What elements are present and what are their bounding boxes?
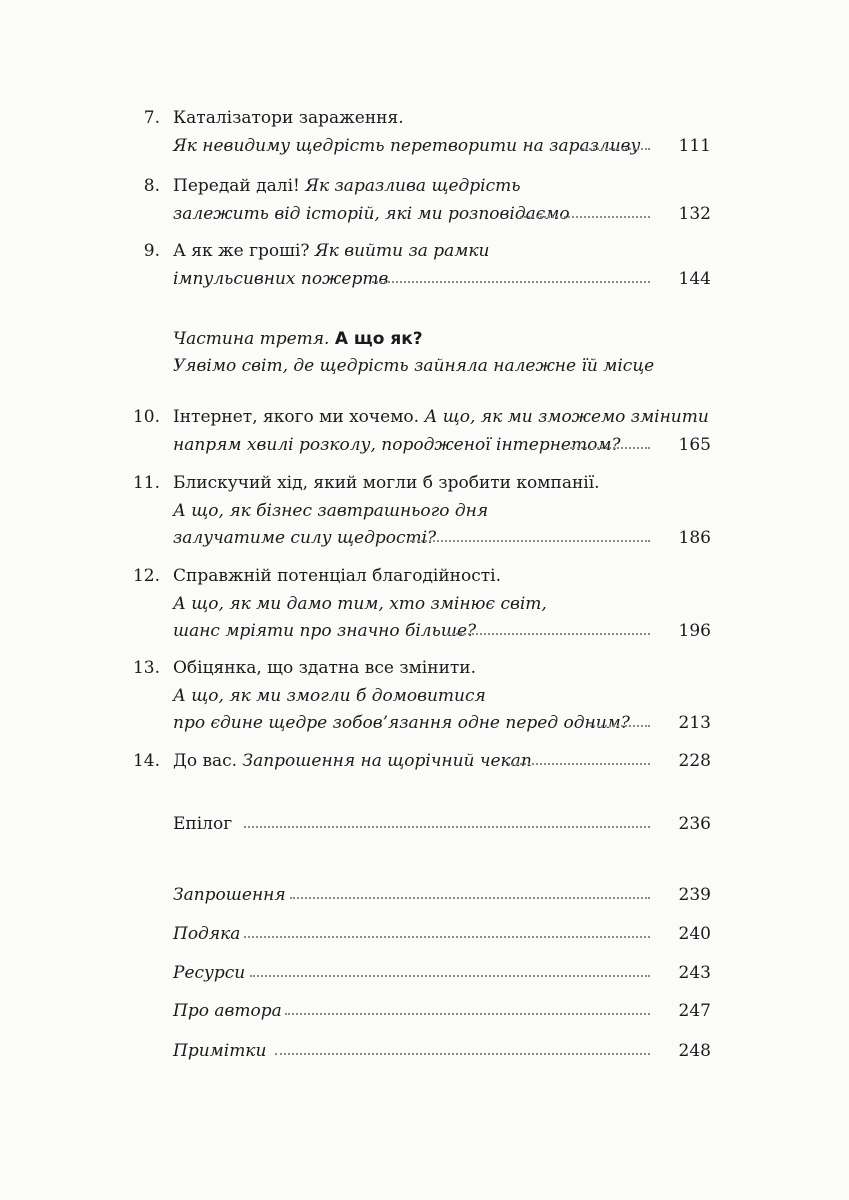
- page-number: 132: [678, 204, 711, 224]
- page-number: 213: [678, 713, 711, 733]
- page-number: 144: [678, 269, 711, 289]
- part-title: А що як?: [334, 329, 423, 349]
- part-heading: [0, 324, 849, 354]
- chapter-subtitle: напрям хвилі розколу, породженої інтернетом?: [173, 435, 621, 455]
- toc-entry-back-matter: [0, 996, 849, 1026]
- chapter-number: 8.: [143, 176, 160, 196]
- page-number: 111: [678, 136, 711, 156]
- leader-dots: [520, 216, 650, 218]
- chapter-number: 13.: [132, 658, 160, 678]
- back-matter-label: Запрошення: [173, 885, 286, 905]
- chapter-subtitle: імпульсивних пожертв: [173, 269, 389, 289]
- page-number: 236: [678, 814, 711, 834]
- toc-entry-8: [0, 171, 849, 201]
- epilogue-label: Епілог: [173, 814, 233, 834]
- toc-entry-epilogue: [0, 809, 849, 839]
- chapter-title: Справжній потенціал благодійності.: [173, 566, 502, 586]
- leader-dots: [275, 1053, 650, 1055]
- chapter-title: Передай далі!: [173, 176, 306, 196]
- part-label: Частина третя.: [173, 329, 330, 349]
- chapter-subtitle: Як заразлива щедрість: [305, 176, 521, 196]
- page-number: 240: [678, 924, 711, 944]
- chapter-subtitle: шанс мріяти про значно більше?: [173, 621, 477, 641]
- chapter-title: Інтернет, якого ми хочемо.: [173, 407, 425, 427]
- page-number: 239: [678, 885, 711, 905]
- back-matter-label: Примітки: [173, 1041, 267, 1061]
- leader-dots: [582, 148, 650, 150]
- leader-dots: [410, 540, 650, 542]
- leader-dots: [244, 936, 650, 938]
- leader-dots: [448, 633, 650, 635]
- chapter-title: Обіцянка, що здатна все змінити.: [173, 658, 477, 678]
- chapter-subtitle: Як невидиму щедрість перетворити на заразливу: [173, 136, 641, 156]
- part-subtitle: Уявімо світ, де щедрість зайняла належне їй місце: [173, 356, 655, 376]
- leader-dots: [244, 826, 650, 828]
- chapter-subtitle: Як вийти за рамки: [314, 241, 490, 261]
- toc-entry-back-matter: [0, 958, 849, 988]
- chapter-title: До вас.: [173, 751, 243, 771]
- chapter-title: Каталізатори зараження.: [173, 108, 404, 128]
- chapter-subtitle: залежить від історій, які ми розповідаємо: [173, 204, 570, 224]
- page-number: 228: [678, 751, 711, 771]
- toc-entry-14: [0, 746, 849, 776]
- toc-entry-back-matter: [0, 1036, 849, 1066]
- leader-dots: [250, 975, 650, 977]
- page-number: 243: [678, 963, 711, 983]
- page-number: 248: [678, 1041, 711, 1061]
- leader-dots: [285, 1013, 650, 1015]
- chapter-title: Блискучий хід, який могли б зробити компанії.: [173, 473, 600, 493]
- chapter-number: 11.: [132, 473, 160, 493]
- toc-entry-10: [0, 402, 849, 432]
- chapter-subtitle: Запрошення на щорічний чекап: [242, 751, 532, 771]
- chapter-subtitle: А що, як бізнес завтрашнього дня: [173, 501, 489, 521]
- chapter-subtitle: залучатиме силу щедрості?: [173, 528, 437, 548]
- back-matter-label: Подяка: [173, 924, 241, 944]
- chapter-number: 7.: [143, 108, 160, 128]
- toc-entry-back-matter: [0, 919, 849, 949]
- chapter-number: 9.: [143, 241, 160, 261]
- back-matter-label: Ресурси: [173, 963, 246, 983]
- toc-entry-13: [0, 653, 849, 683]
- chapter-number: 10.: [132, 407, 160, 427]
- page-number: 247: [678, 1001, 711, 1021]
- back-matter-label: Про автора: [173, 1001, 282, 1021]
- chapter-subtitle: А що, як ми зможемо змінити: [424, 407, 709, 427]
- chapter-subtitle: А що, як ми змогли б домовитися: [173, 686, 486, 706]
- leader-dots: [372, 281, 650, 283]
- toc-entry-12: [0, 561, 849, 591]
- page-number: 196: [678, 621, 711, 641]
- chapter-number: 14.: [132, 751, 160, 771]
- toc-entry-back-matter: [0, 880, 849, 910]
- page-number: 186: [678, 528, 711, 548]
- chapter-subtitle: про єдине щедре зобов’язання одне перед одним?: [173, 713, 630, 733]
- toc-entry-9: [0, 236, 849, 266]
- toc-entry-11: [0, 468, 849, 498]
- chapter-title: А як же гроші?: [173, 241, 315, 261]
- page-number: 165: [678, 435, 711, 455]
- chapter-subtitle: А що, як ми дамо тим, хто змінює світ,: [173, 594, 547, 614]
- leader-dots: [570, 447, 650, 449]
- chapter-number: 12.: [132, 566, 160, 586]
- leader-dots: [508, 763, 650, 765]
- leader-dots: [590, 725, 650, 727]
- leader-dots: [290, 897, 650, 899]
- toc-entry-7: [0, 103, 849, 133]
